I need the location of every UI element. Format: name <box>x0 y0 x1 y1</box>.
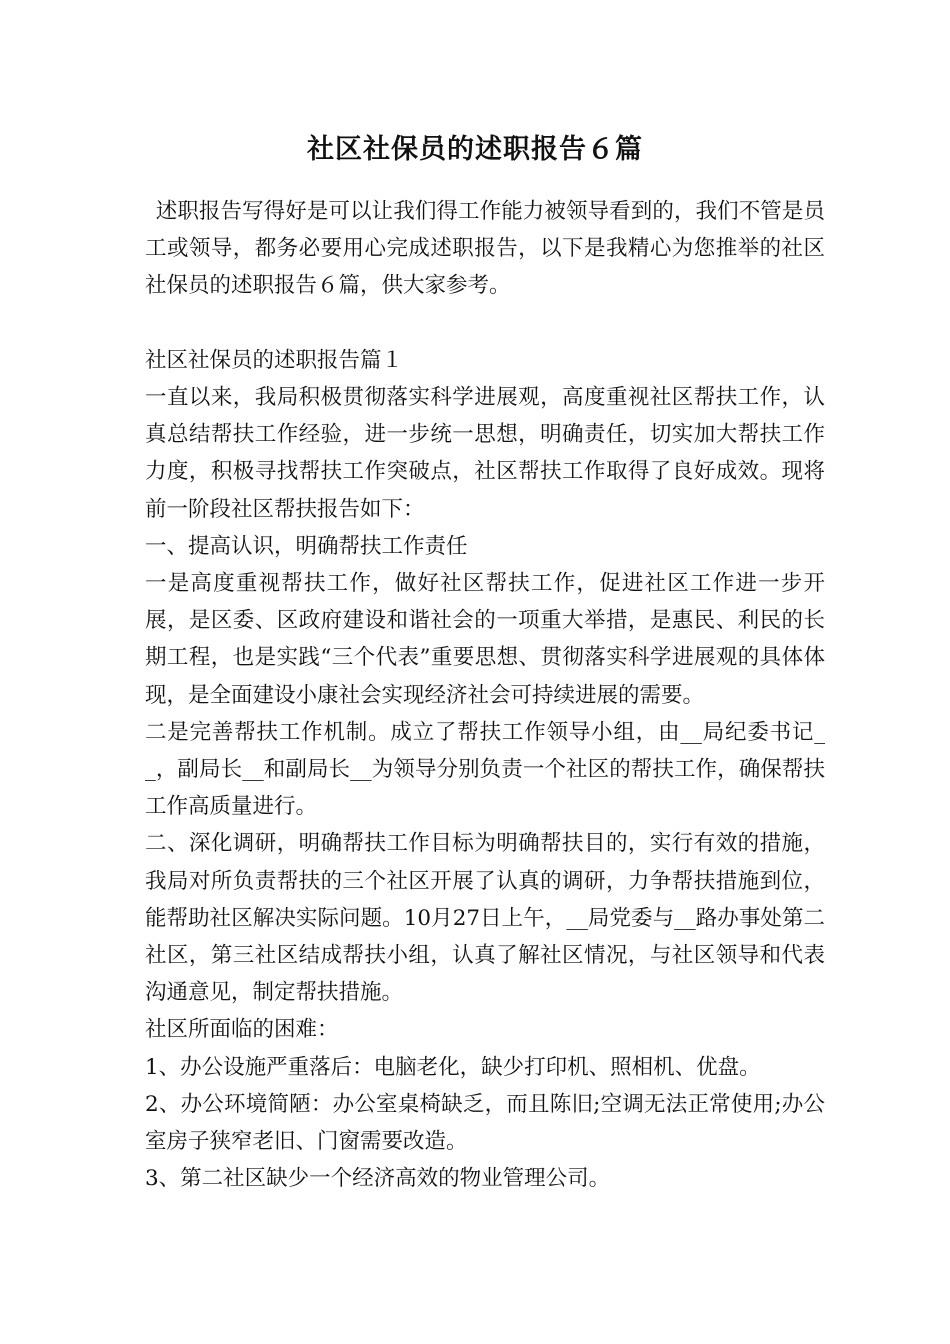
body-paragraph: 二、深化调研，明确帮扶工作目标为明确帮扶目的，实行有效的措施，我局对所负责帮扶的三个社区开展了认真的调研，力争帮扶措施到位，能帮助社区解决实际问题。10月27日上午，__局党委与__路办事处第二社区，第三社区结成帮扶小组，认真了解社区情况，与社区领导和代表沟通意见，制定帮扶措施。 <box>145 831 825 1006</box>
list-item: 3、第二社区缺少一个经济高效的物业管理公司。 <box>145 1166 611 1192</box>
body-paragraph: 一直以来，我局积极贯彻落实科学进展观，高度重视社区帮扶工作，认真总结帮扶工作经验，进一步统一思想，明确责任，切实加大帮扶工作力度，积极寻找帮扶工作突破点，社区帮扶工作取得了良好成效。现将前一阶段社区帮扶报告如下： <box>145 385 825 522</box>
paragraph-spacer <box>145 305 825 342</box>
document-body <box>145 193 825 1197</box>
intro-paragraph: 述职报告写得好是可以让我们得工作能力被领导看到的，我们不管是员工或领导，都务必要用心完成述职报告，以下是我精心为您推举的社区社保员的述职报告６篇，供大家参考。 <box>145 199 825 299</box>
subsection-heading: 一、提高认识，明确帮扶工作责任 <box>145 533 468 559</box>
body-paragraph: 一是高度重视帮扶工作，做好社区帮扶工作，促进社区工作进一步开展，是区委、区政府建设和谐社会的一项重大举措，是惠民、利民的长期工程，也是实践“三个代表”重要思想、贯彻落实科学进展观的具体体现，是全面建设小康社会实现经济社会可持续进展的需要。 <box>145 571 825 708</box>
list-item: 1、办公设施严重落后：电脑老化，缺少打印机、照相机、优盘。 <box>145 1054 761 1080</box>
list-item: 2、办公环境简陋：办公室桌椅缺乏，而且陈旧;空调无法正常使用;办公室房子狭窄老旧、门窗需要改造。 <box>145 1091 825 1155</box>
section-heading: 社区社保员的述职报告篇１ <box>145 347 404 373</box>
document-title: 社区社保员的述职报告６篇 <box>307 134 643 165</box>
body-paragraph: 二是完善帮扶工作机制。成立了帮扶工作领导小组，由__局纪委书记__，副局长__和副局长__为领导分别负责一个社区的帮扶工作，确保帮扶工作高质量进行。 <box>145 719 825 820</box>
list-heading: 社区所面临的困难： <box>145 1017 339 1043</box>
